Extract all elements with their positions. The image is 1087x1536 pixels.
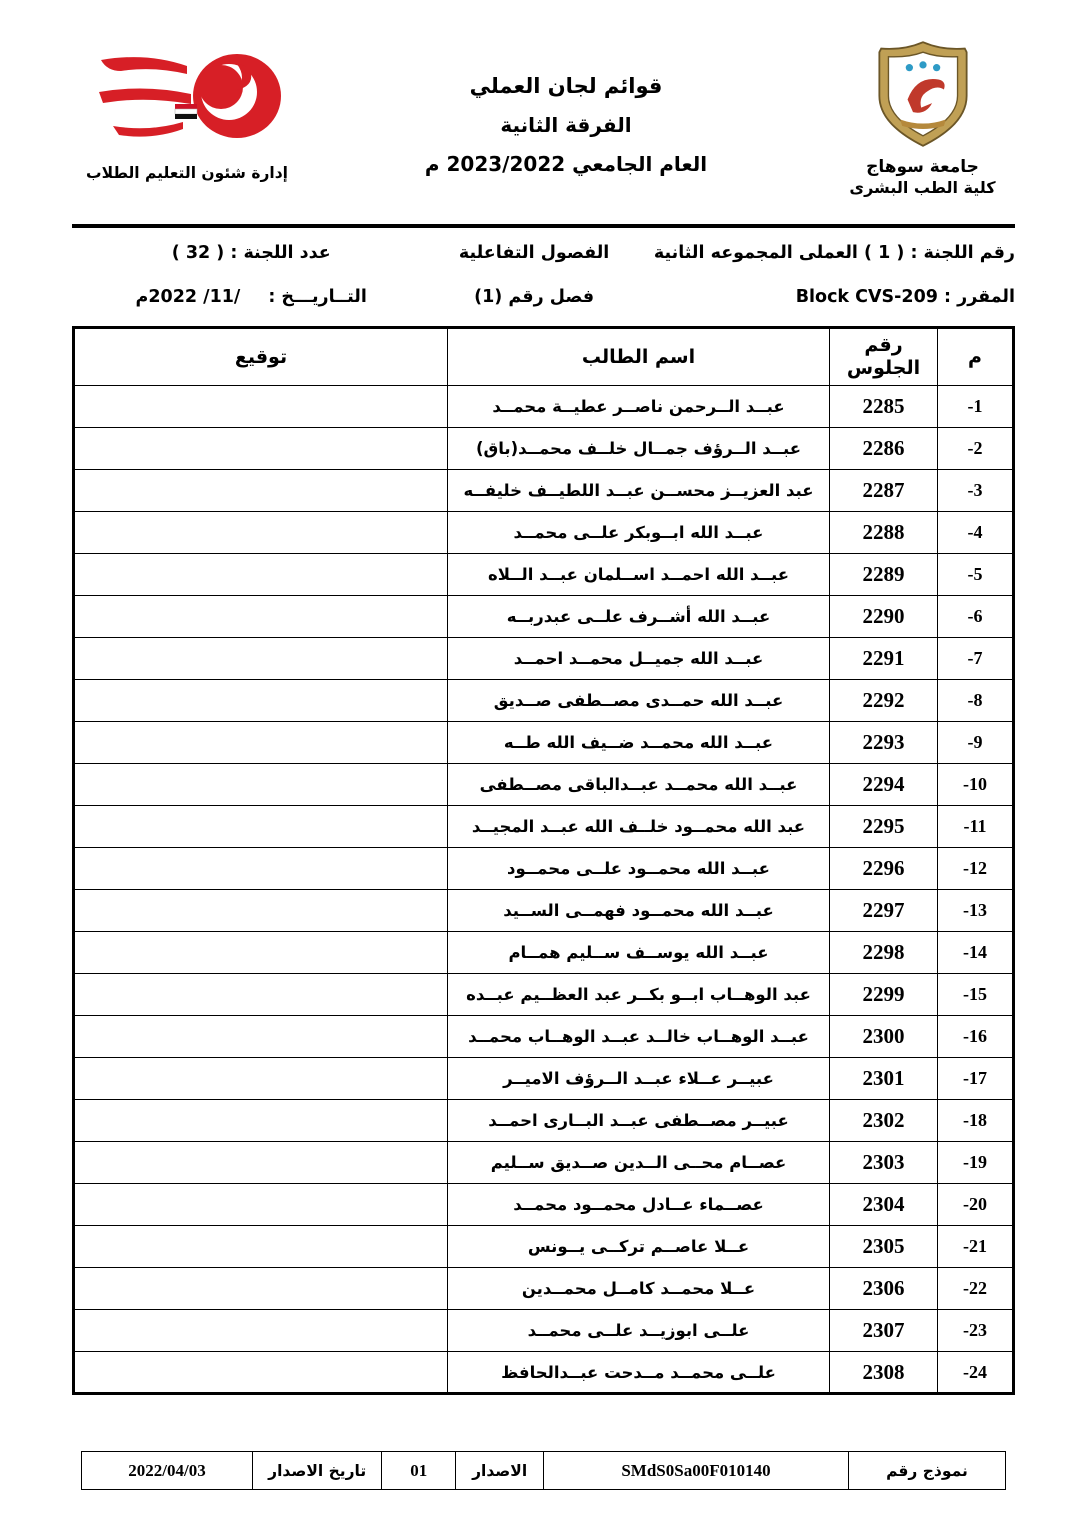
seat-number: 2299 bbox=[830, 974, 938, 1016]
student-row bbox=[74, 1352, 1014, 1394]
faculty-logo-block bbox=[72, 38, 302, 182]
row-index: -24 bbox=[938, 1352, 1014, 1394]
academic-year-subtitle: العام الجامعي 2023/2022 م bbox=[424, 152, 708, 176]
student-name: عبــد الله ابــوبكر علــى محمــد bbox=[448, 512, 830, 554]
student-name: عبــد الله أشــرف علــى عبدربــه bbox=[448, 596, 830, 638]
student-row bbox=[74, 1184, 1014, 1226]
signature-cell bbox=[74, 1184, 448, 1226]
row-index: -17 bbox=[938, 1058, 1014, 1100]
form-code: SMdS0Sa00F010140 bbox=[544, 1452, 849, 1490]
page-title: قوائم لجان العملي bbox=[469, 74, 663, 98]
seat-number: 2288 bbox=[830, 512, 938, 554]
seat-number: 2301 bbox=[830, 1058, 938, 1100]
signature-cell bbox=[74, 1268, 448, 1310]
seat-number: 2304 bbox=[830, 1184, 938, 1226]
student-row bbox=[74, 1310, 1014, 1352]
exam-date-value: /11/ 2022م bbox=[135, 287, 241, 307]
student-name: عبد الله محمــود خلــف الله عبــد المجيــد bbox=[448, 806, 830, 848]
header-divider bbox=[72, 224, 1015, 228]
student-row bbox=[74, 890, 1014, 932]
students-table bbox=[72, 326, 1015, 1395]
calligraphy-stroke-icon bbox=[99, 88, 191, 104]
row-index: -9 bbox=[938, 722, 1014, 764]
student-name: عبــد الله محمــد ضــيف الله طــه bbox=[448, 722, 830, 764]
student-name: عــلا عاصــم تركــى يــونس bbox=[448, 1226, 830, 1268]
student-row bbox=[74, 680, 1014, 722]
student-name: عبــد الله محمــود فهمــى الســيد bbox=[448, 890, 830, 932]
signature-cell bbox=[74, 470, 448, 512]
student-row bbox=[74, 764, 1014, 806]
seat-number: 2305 bbox=[830, 1226, 938, 1268]
student-name: عبــد الله حمــدى مصــطفى صــديق bbox=[448, 680, 830, 722]
row-index: -11 bbox=[938, 806, 1014, 848]
exam-date bbox=[72, 287, 430, 307]
shield-dot-icon bbox=[919, 61, 926, 68]
student-row bbox=[74, 848, 1014, 890]
footer-row bbox=[82, 1452, 1006, 1490]
seat-number: 2308 bbox=[830, 1352, 938, 1394]
seat-number: 2307 bbox=[830, 1310, 938, 1352]
row-index: -4 bbox=[938, 512, 1014, 554]
seat-number: 2291 bbox=[830, 638, 938, 680]
student-row bbox=[74, 1100, 1014, 1142]
student-name: علــى ابوزيــد علــى محمــد bbox=[448, 1310, 830, 1352]
signature-cell bbox=[74, 512, 448, 554]
row-index: -19 bbox=[938, 1142, 1014, 1184]
student-row bbox=[74, 974, 1014, 1016]
row-index: -15 bbox=[938, 974, 1014, 1016]
signature-cell bbox=[74, 1352, 448, 1394]
class-number: فصل رقم (1) bbox=[474, 287, 595, 307]
student-name: عصــام محــى الــدين صــديق ســليم bbox=[448, 1142, 830, 1184]
signature-cell bbox=[74, 1100, 448, 1142]
seat-number: 2295 bbox=[830, 806, 938, 848]
calligraphy-stroke-icon bbox=[101, 57, 187, 74]
row-index: -3 bbox=[938, 470, 1014, 512]
row-index: -13 bbox=[938, 890, 1014, 932]
student-row bbox=[74, 932, 1014, 974]
seat-number: 2302 bbox=[830, 1100, 938, 1142]
seat-number: 2289 bbox=[830, 554, 938, 596]
student-row bbox=[74, 1226, 1014, 1268]
seat-number: 2285 bbox=[830, 386, 938, 428]
student-row bbox=[74, 512, 1014, 554]
signature-cell bbox=[74, 1058, 448, 1100]
issue-date-value: 2022/04/03 bbox=[82, 1452, 253, 1490]
seat-number: 2286 bbox=[830, 428, 938, 470]
page-header bbox=[72, 38, 1015, 218]
student-row bbox=[74, 386, 1014, 428]
exam-date-label: التــاريـــخ : bbox=[268, 287, 367, 307]
student-row bbox=[74, 1016, 1014, 1058]
row-index: -5 bbox=[938, 554, 1014, 596]
student-name: عبــد الــرحمن ناصــر عطيــة محمــد bbox=[448, 386, 830, 428]
education-admin-label: إدارة شئون التعليم الطلاب bbox=[86, 164, 288, 182]
signature-cell bbox=[74, 1142, 448, 1184]
student-row bbox=[74, 1268, 1014, 1310]
row-index: -6 bbox=[938, 596, 1014, 638]
title-block bbox=[302, 38, 830, 176]
committee-number: رقم اللجنة : ( 1 ) العملى المجموعه الثانية bbox=[653, 243, 1015, 263]
header-signature: توقيع bbox=[74, 328, 448, 386]
footer-table bbox=[81, 1451, 1006, 1490]
signature-cell bbox=[74, 554, 448, 596]
row-index: -22 bbox=[938, 1268, 1014, 1310]
student-row bbox=[74, 1058, 1014, 1100]
signature-cell bbox=[74, 1310, 448, 1352]
student-name: علــى محمــد مــدحت عبــدالحافظ bbox=[448, 1352, 830, 1394]
university-name: جامعة سوهاج bbox=[866, 157, 979, 177]
student-row bbox=[74, 428, 1014, 470]
signature-cell bbox=[74, 1226, 448, 1268]
table-header-row bbox=[74, 328, 1014, 386]
student-name: عبيــر عــلاء عبــد الــرؤف الاميــر bbox=[448, 1058, 830, 1100]
student-name: عبــد الله يوســف ســليم همــام bbox=[448, 932, 830, 974]
shield-dot-icon bbox=[905, 64, 912, 71]
row-index: -21 bbox=[938, 1226, 1014, 1268]
signature-cell bbox=[74, 680, 448, 722]
student-name: عبد العزيــز محســن عبــد اللطيــف خليفــه bbox=[448, 470, 830, 512]
student-row bbox=[74, 470, 1014, 512]
form-number-label: نموذج رقم bbox=[848, 1452, 1005, 1490]
university-block bbox=[830, 38, 1015, 197]
signature-cell bbox=[74, 764, 448, 806]
student-name: عبــد الله احمــد اســلمان عبــد الــلاه bbox=[448, 554, 830, 596]
student-name: عصــماء عــادل محمــود محمــد bbox=[448, 1184, 830, 1226]
row-index: -23 bbox=[938, 1310, 1014, 1352]
signature-cell bbox=[74, 1016, 448, 1058]
version-value: 01 bbox=[382, 1452, 456, 1490]
row-index: -14 bbox=[938, 932, 1014, 974]
signature-cell bbox=[74, 596, 448, 638]
signature-cell bbox=[74, 848, 448, 890]
seat-number: 2292 bbox=[830, 680, 938, 722]
signature-cell bbox=[74, 806, 448, 848]
row-index: -7 bbox=[938, 638, 1014, 680]
seat-number: 2306 bbox=[830, 1268, 938, 1310]
calligraphy-stroke-icon bbox=[113, 122, 183, 137]
seat-number: 2294 bbox=[830, 764, 938, 806]
signature-cell bbox=[74, 428, 448, 470]
student-row bbox=[74, 722, 1014, 764]
seat-number: 2293 bbox=[830, 722, 938, 764]
student-name: عبيــر مصــطفى عبــد البــارى احمــد bbox=[448, 1100, 830, 1142]
student-row bbox=[74, 1142, 1014, 1184]
header-seat-number: رقم الجلوس bbox=[830, 328, 938, 386]
student-name: عبــد الله محمــود علــى محمــود bbox=[448, 848, 830, 890]
info-row-1 bbox=[72, 234, 1015, 272]
shield-dot-icon bbox=[933, 64, 940, 71]
student-row bbox=[74, 806, 1014, 848]
student-row bbox=[74, 596, 1014, 638]
signature-cell bbox=[74, 638, 448, 680]
student-name: عبد الوهــاب ابــو بكــر عبد العظــيم عبــده bbox=[448, 974, 830, 1016]
student-name: عبــد الــرؤف جمــال خلــف محمــد(باق) bbox=[448, 428, 830, 470]
section-type: الفصول التفاعلية bbox=[458, 243, 610, 263]
student-name: عبــد الله محمــد عبــدالباقى مصــطفى bbox=[448, 764, 830, 806]
seat-number: 2303 bbox=[830, 1142, 938, 1184]
row-index: -8 bbox=[938, 680, 1014, 722]
row-index: -20 bbox=[938, 1184, 1014, 1226]
grade-subtitle: الفرقة الثانية bbox=[500, 113, 632, 137]
row-index: -18 bbox=[938, 1100, 1014, 1142]
header-index: م bbox=[938, 328, 1014, 386]
seat-number: 2297 bbox=[830, 890, 938, 932]
seat-number: 2296 bbox=[830, 848, 938, 890]
version-label: الاصدار bbox=[456, 1452, 544, 1490]
faculty-logo bbox=[87, 44, 287, 148]
issue-date-label: تاريخ الاصدار bbox=[252, 1452, 381, 1490]
committee-count: عدد اللجنة : ( 32 ) bbox=[171, 243, 331, 263]
signature-cell bbox=[74, 974, 448, 1016]
info-row-2 bbox=[72, 278, 1015, 316]
signature-cell bbox=[74, 890, 448, 932]
students-tbody bbox=[74, 386, 1014, 1394]
student-name: عبــد الله جميــل محمــد احمــد bbox=[448, 638, 830, 680]
university-shield-logo bbox=[873, 38, 973, 150]
student-name: عبــد الوهــاب خالــد عبــد الوهــاب محمــد bbox=[448, 1016, 830, 1058]
seat-number: 2290 bbox=[830, 596, 938, 638]
student-name: عــلا محمــد كامــل محمــدين bbox=[448, 1268, 830, 1310]
row-index: -10 bbox=[938, 764, 1014, 806]
seat-number: 2298 bbox=[830, 932, 938, 974]
course-name: المقرر : Block CVS-209 bbox=[795, 287, 1015, 307]
seat-number: 2287 bbox=[830, 470, 938, 512]
row-index: -2 bbox=[938, 428, 1014, 470]
student-row bbox=[74, 638, 1014, 680]
student-row bbox=[74, 554, 1014, 596]
faculty-name: كلية الطب البشرى bbox=[849, 178, 996, 197]
signature-cell bbox=[74, 722, 448, 764]
signature-cell bbox=[74, 386, 448, 428]
row-index: -1 bbox=[938, 386, 1014, 428]
seat-number: 2300 bbox=[830, 1016, 938, 1058]
row-index: -12 bbox=[938, 848, 1014, 890]
signature-cell bbox=[74, 932, 448, 974]
header-student-name: اسم الطالب bbox=[448, 328, 830, 386]
row-index: -16 bbox=[938, 1016, 1014, 1058]
